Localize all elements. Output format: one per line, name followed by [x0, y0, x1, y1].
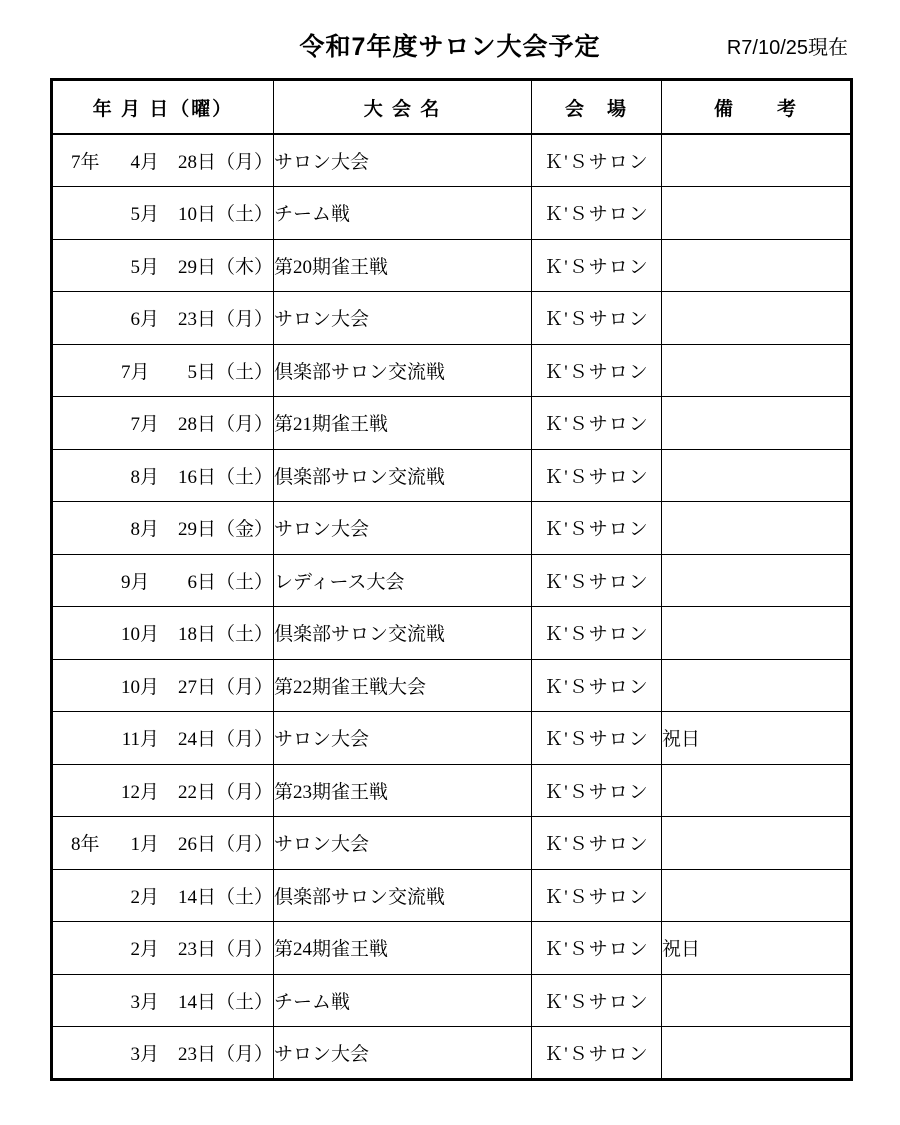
table-row [52, 554, 852, 607]
cell-event-name: サロン大会 [274, 292, 532, 345]
cell-date [52, 764, 274, 817]
table-row [52, 239, 852, 292]
cell-date-text: 4月 28日（月） [130, 152, 273, 173]
table-row [52, 712, 852, 765]
column-header-date: 年 月 日（曜） [52, 80, 274, 135]
cell-event-name: 第23期雀王戦 [274, 764, 532, 817]
cell-date [52, 292, 274, 345]
cell-note [662, 607, 852, 660]
cell-event-name: チーム戦 [274, 974, 532, 1027]
as-of-date: R7/10/25現在 [726, 37, 848, 59]
table-row [52, 817, 852, 870]
table-row [52, 449, 852, 502]
cell-date-text: 10月 27日（月） [120, 676, 273, 698]
cell-date [52, 712, 274, 765]
cell-venue: Ｋ'Ｓサロン [532, 187, 662, 240]
page-title: 令和7年度サロン大会予定 [299, 33, 601, 61]
cell-date [52, 239, 274, 292]
cell-date [52, 659, 274, 712]
cell-venue: Ｋ'Ｓサロン [532, 659, 662, 712]
cell-date-text: 3月 14日（土） [130, 991, 273, 1013]
cell-date-text: 5月 10日（土） [130, 204, 273, 226]
cell-event-name: レディース大会 [274, 554, 532, 607]
cell-venue: Ｋ'Ｓサロン [532, 397, 662, 450]
document-header [0, 30, 900, 70]
cell-event-name: 倶楽部サロン交流戦 [274, 869, 532, 922]
schedule-table [50, 78, 853, 1081]
cell-date [52, 502, 274, 555]
cell-venue: Ｋ'Ｓサロン [532, 817, 662, 870]
column-header-venue: 会 場 [532, 80, 662, 135]
table-row [52, 974, 852, 1027]
table-row [52, 922, 852, 975]
table-row [52, 659, 852, 712]
cell-venue: Ｋ'Ｓサロン [532, 449, 662, 502]
cell-date-text: 7月 5日（土） [120, 361, 273, 383]
cell-year: 8年 [71, 834, 100, 856]
cell-date-text: 3月 23日（月） [130, 1043, 273, 1065]
cell-note [662, 292, 852, 345]
cell-date-text: 6月 23日（月） [130, 309, 273, 331]
cell-date-text: 12月 22日（月） [120, 781, 273, 803]
cell-event-name: 倶楽部サロン交流戦 [274, 344, 532, 397]
cell-note [662, 187, 852, 240]
cell-event-name: 倶楽部サロン交流戦 [274, 449, 532, 502]
cell-date-text: 11月 24日（月） [121, 729, 273, 751]
table-row [52, 502, 852, 555]
table-row [52, 292, 852, 345]
cell-venue: Ｋ'Ｓサロン [532, 922, 662, 975]
cell-note [662, 869, 852, 922]
table-row [52, 869, 852, 922]
cell-note [662, 239, 852, 292]
cell-note [662, 449, 852, 502]
cell-date-text: 8月 16日（土） [130, 466, 273, 488]
table-head [52, 80, 852, 135]
cell-note [662, 1027, 852, 1080]
cell-venue: Ｋ'Ｓサロン [532, 292, 662, 345]
cell-event-name: 第20期雀王戦 [274, 239, 532, 292]
cell-date-text: 9月 6日（土） [120, 571, 273, 593]
cell-year: 7年 [71, 152, 100, 173]
cell-note [662, 659, 852, 712]
column-header-note: 備 考 [662, 80, 852, 135]
cell-note [662, 502, 852, 555]
table-row [52, 134, 852, 187]
cell-event-name: サロン大会 [274, 817, 532, 870]
cell-date [52, 187, 274, 240]
cell-note [662, 974, 852, 1027]
cell-venue: Ｋ'Ｓサロン [532, 607, 662, 660]
table-row [52, 607, 852, 660]
table-row [52, 187, 852, 240]
cell-event-name: サロン大会 [274, 502, 532, 555]
table-row [52, 1027, 852, 1080]
cell-date [52, 134, 274, 187]
cell-date-text: 2月 23日（月） [130, 939, 273, 961]
cell-note: 祝日 [662, 922, 852, 975]
cell-venue: Ｋ'Ｓサロン [532, 1027, 662, 1080]
cell-date-text: 8月 29日（金） [130, 519, 273, 541]
column-header-name: 大 会 名 [274, 80, 532, 135]
table-body [52, 134, 852, 1079]
cell-event-name: サロン大会 [274, 1027, 532, 1080]
cell-note [662, 764, 852, 817]
cell-venue: Ｋ'Ｓサロン [532, 239, 662, 292]
cell-note [662, 817, 852, 870]
cell-note [662, 554, 852, 607]
cell-date [52, 449, 274, 502]
cell-date [52, 607, 274, 660]
cell-date [52, 922, 274, 975]
cell-event-name: 第22期雀王戦大会 [274, 659, 532, 712]
cell-note: 祝日 [662, 712, 852, 765]
cell-venue: Ｋ'Ｓサロン [532, 554, 662, 607]
table-row [52, 344, 852, 397]
cell-date [52, 554, 274, 607]
cell-date-text: 5月 29日（木） [130, 256, 273, 278]
cell-date [52, 397, 274, 450]
table-header-row [52, 80, 852, 135]
cell-date [52, 344, 274, 397]
cell-venue: Ｋ'Ｓサロン [532, 344, 662, 397]
cell-event-name: 第24期雀王戦 [274, 922, 532, 975]
cell-date-text: 7月 28日（月） [130, 414, 273, 436]
cell-venue: Ｋ'Ｓサロン [532, 134, 662, 187]
cell-date-text: 1月 26日（月） [130, 834, 273, 856]
cell-venue: Ｋ'Ｓサロン [532, 764, 662, 817]
cell-date [52, 869, 274, 922]
table-row [52, 764, 852, 817]
cell-date [52, 1027, 274, 1080]
cell-note [662, 134, 852, 187]
cell-note [662, 397, 852, 450]
cell-venue: Ｋ'Ｓサロン [532, 712, 662, 765]
cell-date [52, 817, 274, 870]
cell-event-name: 第21期雀王戦 [274, 397, 532, 450]
cell-event-name: 倶楽部サロン交流戦 [274, 607, 532, 660]
cell-venue: Ｋ'Ｓサロン [532, 502, 662, 555]
cell-event-name: チーム戦 [274, 187, 532, 240]
table-row [52, 397, 852, 450]
cell-event-name: サロン大会 [274, 134, 532, 187]
cell-note [662, 344, 852, 397]
cell-venue: Ｋ'Ｓサロン [532, 869, 662, 922]
cell-event-name: サロン大会 [274, 712, 532, 765]
cell-venue: Ｋ'Ｓサロン [532, 974, 662, 1027]
cell-date [52, 974, 274, 1027]
cell-date-text: 2月 14日（土） [130, 886, 273, 908]
cell-date-text: 10月 18日（土） [120, 624, 273, 646]
